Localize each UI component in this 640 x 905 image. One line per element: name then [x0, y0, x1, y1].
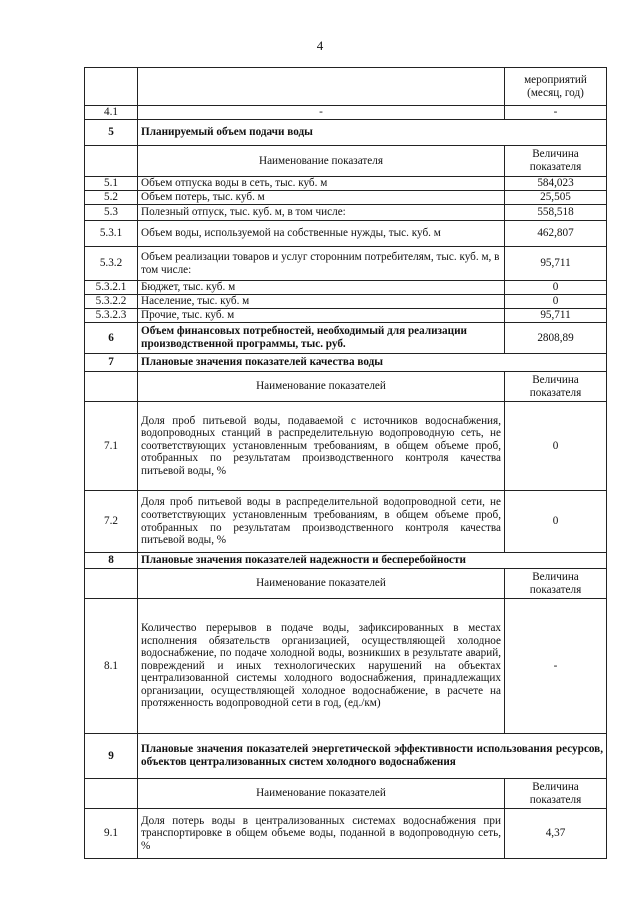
row-value: 584,023 — [505, 177, 607, 191]
row-number: 5.3.1 — [85, 221, 138, 247]
num-cell — [85, 372, 138, 402]
column-header-value: Величина показателя — [505, 779, 607, 809]
row-number: 6 — [85, 323, 138, 354]
row-value: 95,711 — [505, 247, 607, 281]
section-title: Планируемый объем подачи воды — [138, 120, 607, 146]
table-row — [85, 599, 607, 734]
row-name: Прочие, тыс. куб. м — [138, 309, 505, 323]
name-cell — [138, 68, 505, 106]
row-name: Доля проб питьевой воды, подаваемой с источников водоснабжения, водопроводных станций в распределительную водопроводную сеть, не соответствующих установленным требованиям, в общем объеме проб, отобранных по результатам производственного контроля качества питьевой воды, % — [138, 402, 505, 491]
section-title: Плановые значения показателей надежности и бесперебойности — [138, 553, 607, 569]
column-header-name: Наименование показателя — [138, 146, 505, 177]
row-number: 4.1 — [85, 106, 138, 120]
column-header-name: Наименование показателей — [138, 372, 505, 402]
page-number: 4 — [316, 38, 324, 53]
table-row — [85, 281, 607, 295]
num-cell — [85, 569, 138, 599]
num-cell — [85, 68, 138, 106]
row-name: Бюджет, тыс. куб. м — [138, 281, 505, 295]
table-row — [85, 323, 607, 354]
program-table — [84, 67, 607, 859]
section-row — [85, 120, 607, 146]
section-number: 8 — [85, 553, 138, 569]
column-header-value: Величина показателя — [505, 569, 607, 599]
row-name: Объем отпуска воды в сеть, тыс. куб. м — [138, 177, 505, 191]
header-row — [85, 372, 607, 402]
table-row — [85, 177, 607, 191]
table-row — [85, 205, 607, 221]
row-name: Объем потерь, тыс. куб. м — [138, 191, 505, 205]
row-value: 0 — [505, 402, 607, 491]
table-row — [85, 295, 607, 309]
row-name: Полезный отпуск, тыс. куб. м, в том числе: — [138, 205, 505, 221]
row-value: - — [505, 599, 607, 734]
table-row — [85, 247, 607, 281]
table-row — [85, 191, 607, 205]
table-row — [85, 402, 607, 491]
row-value: - — [505, 106, 607, 120]
row-value: 0 — [505, 491, 607, 553]
section-number: 7 — [85, 354, 138, 372]
row-number: 5.3.2.2 — [85, 295, 138, 309]
table-row — [85, 491, 607, 553]
row-value: 2808,89 — [505, 323, 607, 354]
row-name: Объем воды, используемой на собственные нужды, тыс. куб. м — [138, 221, 505, 247]
row-number: 5.3 — [85, 205, 138, 221]
section-row — [85, 553, 607, 569]
column-header-name: Наименование показателей — [138, 569, 505, 599]
section-number: 9 — [85, 734, 138, 779]
section-row — [85, 734, 607, 779]
column-header-value: Величина показателя — [505, 146, 607, 177]
table-row — [85, 221, 607, 247]
header-row — [85, 779, 607, 809]
table-row — [85, 106, 607, 120]
row-number: 7.2 — [85, 491, 138, 553]
row-value: 462,807 — [505, 221, 607, 247]
row-name: - — [138, 106, 505, 120]
row-value: 0 — [505, 281, 607, 295]
row-name: Население, тыс. куб. м — [138, 295, 505, 309]
row-value: 95,711 — [505, 309, 607, 323]
row-number: 7.1 — [85, 402, 138, 491]
row-number: 5.2 — [85, 191, 138, 205]
table-row — [85, 309, 607, 323]
row-name: Количество перерывов в подаче воды, зафиксированных в местах исполнения обязательств организацией, осуществляющей холодное водоснабжение, по подаче холодной воды, возникших в результате аварий, повреждений и иных технологических нарушений на объектах централизованной системы холодного водоснабжения, принадлежащих организации, осуществляющей холодное водоснабжение, в расчете на протяженность водопроводной сети в год, (ед./км) — [138, 599, 505, 734]
row-value: 25,505 — [505, 191, 607, 205]
row-number: 5.1 — [85, 177, 138, 191]
header-row — [85, 569, 607, 599]
row-name: Доля потерь воды в централизованных системах водоснабжения при транспортировке в общем объеме воды, поданной в водопроводную сеть, % — [138, 809, 505, 859]
column-header-value: Величина показателя — [505, 372, 607, 402]
table-row — [85, 809, 607, 859]
row-name: Доля проб питьевой воды в распределительной водопроводной сети, не соответствующих установленным требованиям, в общем объеме проб, отобранных по результатам производственного контроля качества питьевой воды, % — [138, 491, 505, 553]
table-row — [85, 68, 607, 106]
value-cell: мероприятий (месяц, год) — [505, 68, 607, 106]
row-number: 9.1 — [85, 809, 138, 859]
row-number: 5.3.2.3 — [85, 309, 138, 323]
section-title: Плановые значения показателей энергетической эффективности использования ресурсов, объектов централизованных систем холодного водоснабжения — [138, 734, 607, 779]
row-name: Объем реализации товаров и услуг сторонним потребителям, тыс. куб. м, в том числе: — [138, 247, 505, 281]
section-title: Плановые значения показателей качества воды — [138, 354, 607, 372]
section-row — [85, 354, 607, 372]
row-number: 5.3.2.1 — [85, 281, 138, 295]
row-value: 4,37 — [505, 809, 607, 859]
num-cell — [85, 779, 138, 809]
row-value: 558,518 — [505, 205, 607, 221]
row-number: 5.3.2 — [85, 247, 138, 281]
column-header-name: Наименование показателей — [138, 779, 505, 809]
num-cell — [85, 146, 138, 177]
row-number: 8.1 — [85, 599, 138, 734]
row-value: 0 — [505, 295, 607, 309]
section-number: 5 — [85, 120, 138, 146]
row-name: Объем финансовых потребностей, необходимый для реализации производственной программы, тыс. руб. — [138, 323, 505, 354]
header-row — [85, 146, 607, 177]
